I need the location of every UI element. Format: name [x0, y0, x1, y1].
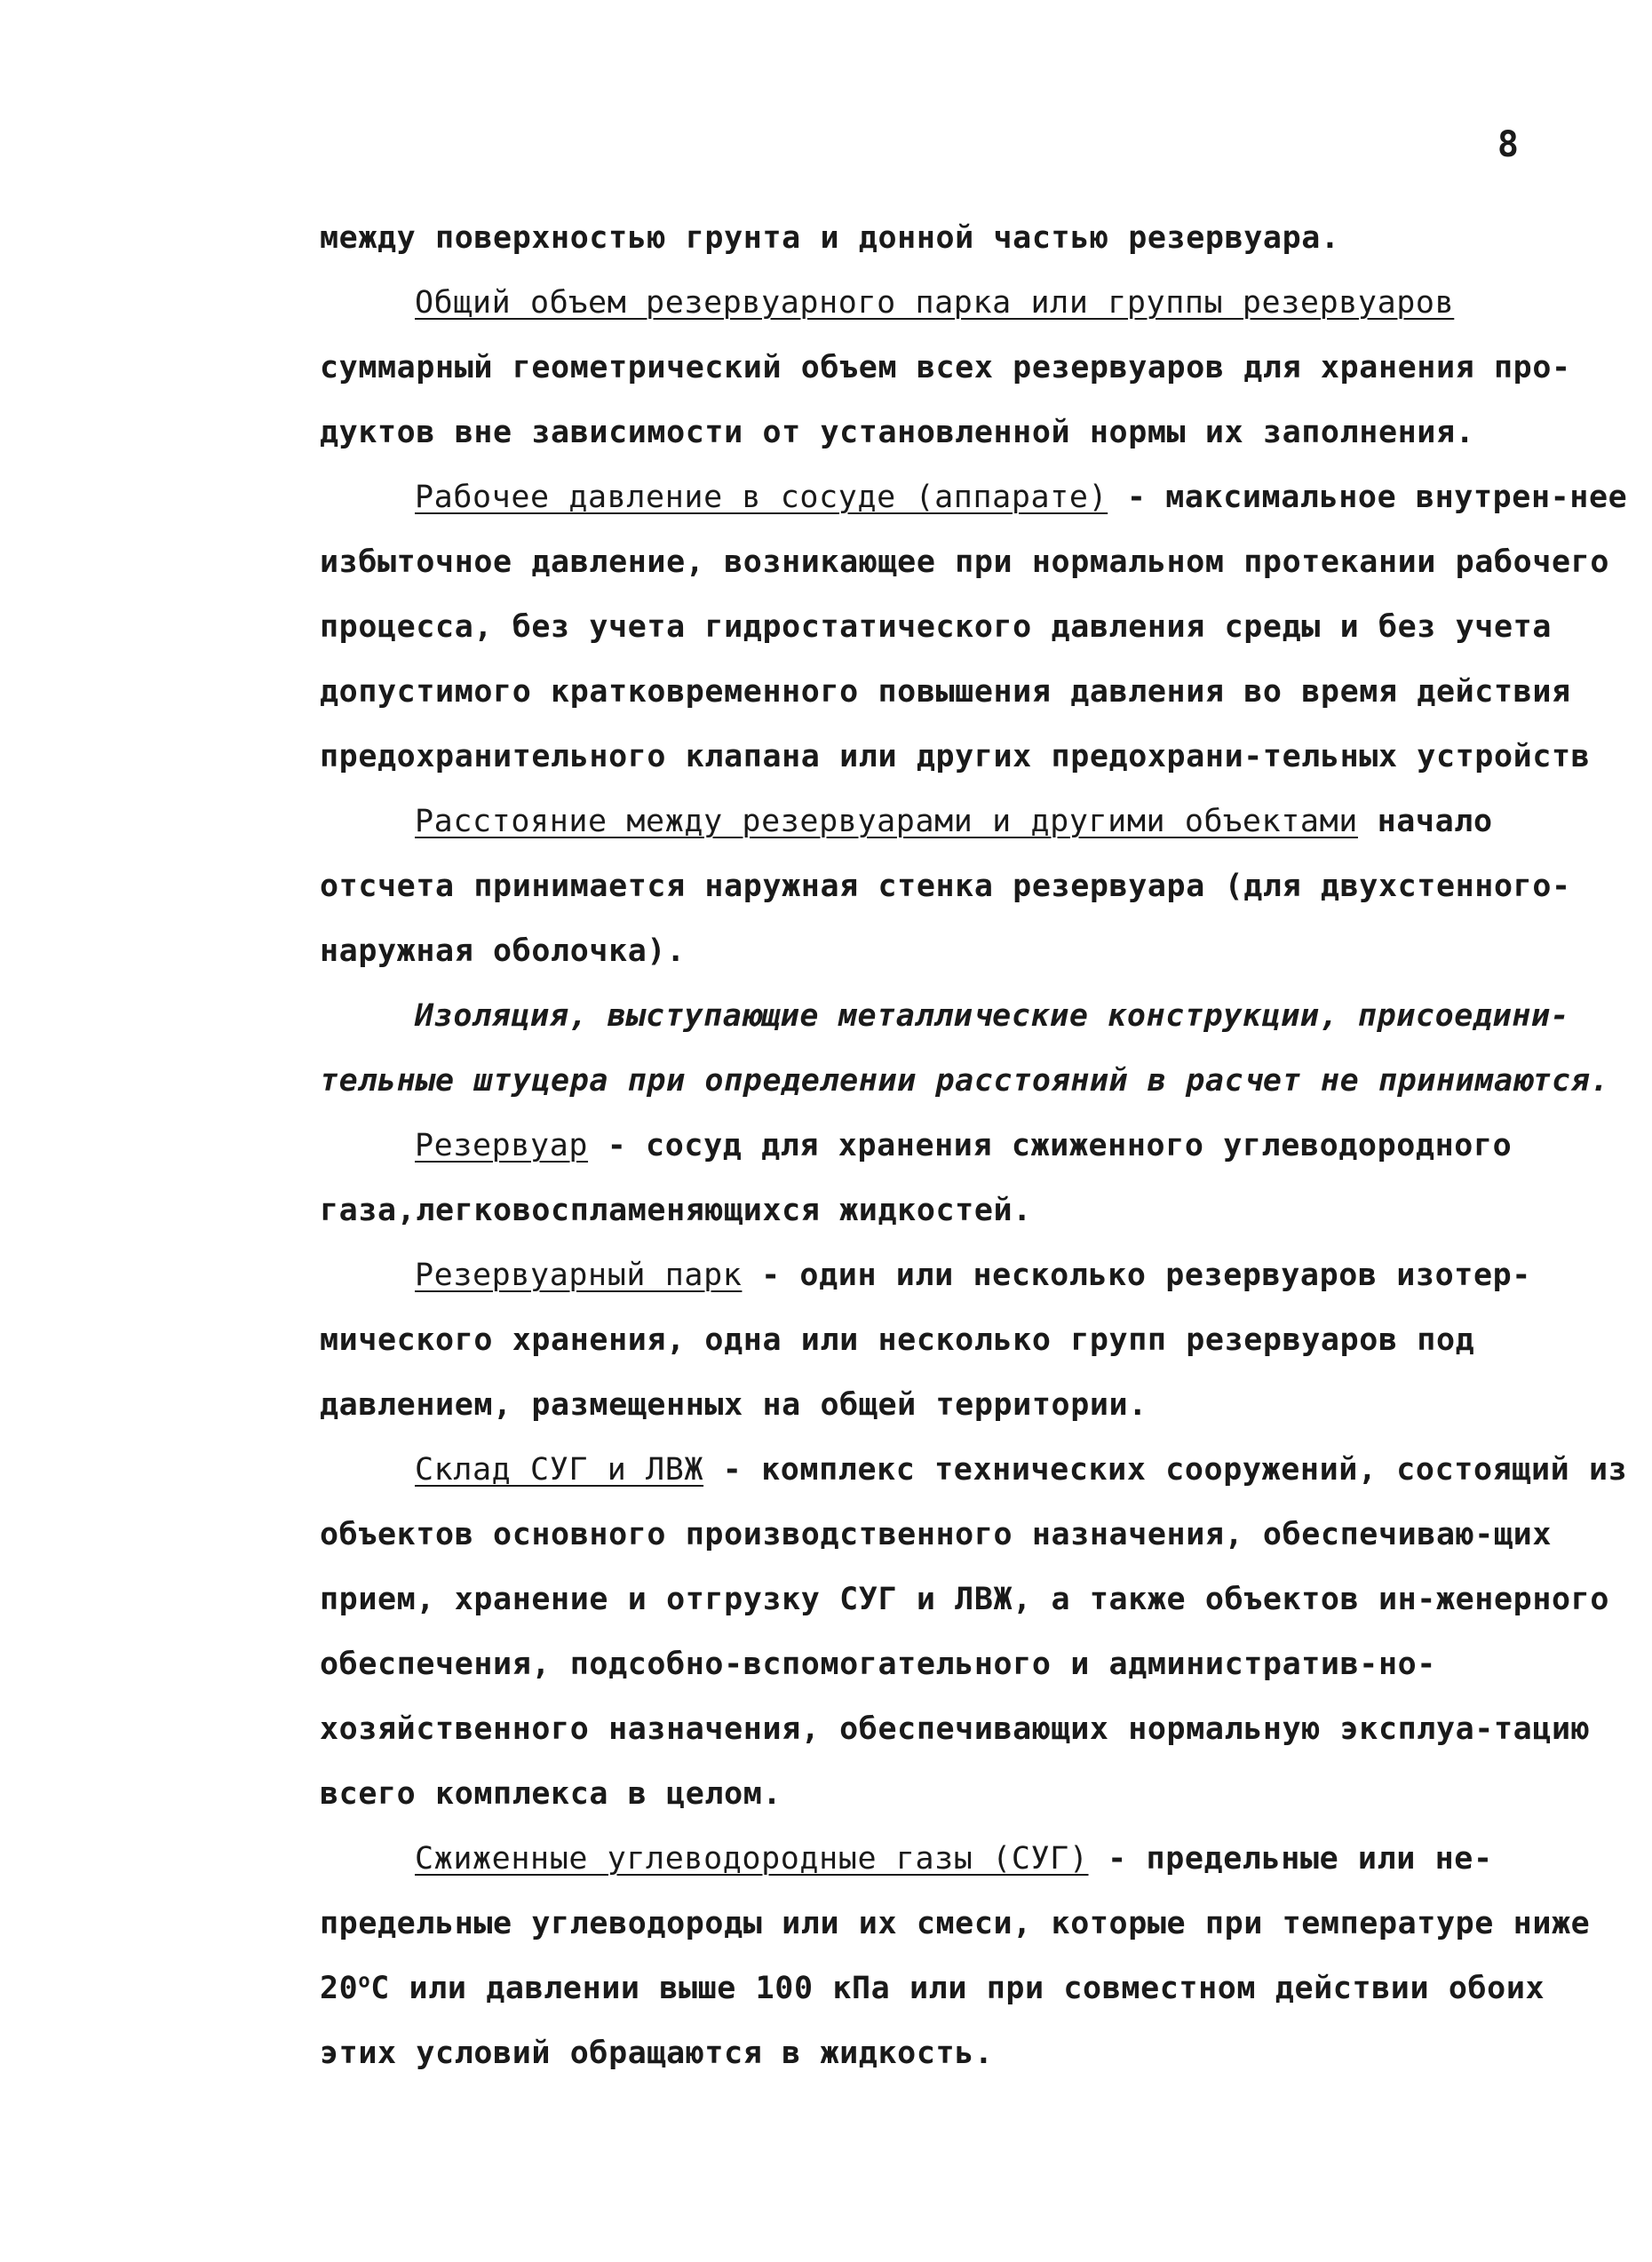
definition-text: суммарный геометрический объем всех резервуаров для хранения про-дуктов вне зависимости от установленной нормы их заполнения.	[320, 350, 1571, 450]
definition-text: - предельные или не-предельные углеводороды или их смеси, которые при температуре ниже 20	[320, 1841, 1591, 2006]
defined-term: Склад СУГ и ЛВЖ	[415, 1452, 704, 1488]
definition-tank-farm	[320, 1243, 1634, 1438]
paragraph-text: между поверхностью грунта и донной частью резервуара.	[320, 220, 1340, 256]
defined-term: Резервуарный парк	[415, 1258, 743, 1293]
definition-lpg	[320, 1827, 1634, 2086]
definition-text: - один или несколько резервуаров изотер-мического хранения, одна или несколько групп резервуаров под давлением, размещенных на общей территории.	[320, 1258, 1531, 1423]
note-text: Изоляция, выступающие металлические конструкции, присоедини-тельные штуцера при определении расстояний в расчет не принимаются.	[320, 998, 1610, 1099]
definition-text-continued: С или давлении выше 100 кПа или при совместном действии обоих этих условий обращаются в жидкость.	[320, 1971, 1545, 2071]
definition-text: - комплекс технических сооружений, состоящий из объектов основного производственного назначения, обеспечиваю-щих прием, хранение и отгрузку СУГ и ЛВЖ, а также объектов ин-женерного обеспечения, подсобно-вспомогательного и административ-но-хозяйственного назначения, обеспечивающих нормальную эксплуа-тацию всего комплекса в целом.	[320, 1452, 1628, 1812]
defined-term: Рабочее давление в сосуде (аппарате)	[415, 480, 1108, 515]
defined-term: Сжиженные углеводородные газы (СУГ)	[415, 1841, 1089, 1877]
defined-term: Общий объем резервуарного парка или группы резервуаров	[415, 285, 1455, 321]
definition-distance	[320, 790, 1634, 984]
definition-text: - максимальное внутрен-нее избыточное давление, возникающее при нормальном протекании рабочего процесса, без учета гидростатического давления среды и без учета допустимого кратковременного повышения давления во время действия предохранительного клапана или других предохрани-тельных устройств	[320, 480, 1628, 774]
page-number: 8	[1497, 124, 1519, 165]
definition-reservoir	[320, 1114, 1634, 1243]
defined-term: Резервуар	[415, 1128, 589, 1163]
definition-text: начало отсчета принимается наружная стенка резервуара (для двухстенного-наружная оболочка).	[320, 804, 1571, 969]
body-text	[320, 206, 1634, 2086]
note-insulation	[320, 984, 1634, 1114]
definition-working-pressure	[320, 465, 1634, 790]
definition-total-volume	[320, 271, 1634, 465]
definition-text: - сосуд для хранения сжиженного углеводородного газа,легковоспламеняющихся жидкостей.	[320, 1128, 1513, 1228]
defined-term: Расстояние между резервуарами и другими объектами	[415, 804, 1358, 839]
definition-warehouse	[320, 1438, 1634, 1827]
paragraph-continuation	[320, 206, 1634, 271]
degree-superscript: о	[358, 1970, 371, 1993]
